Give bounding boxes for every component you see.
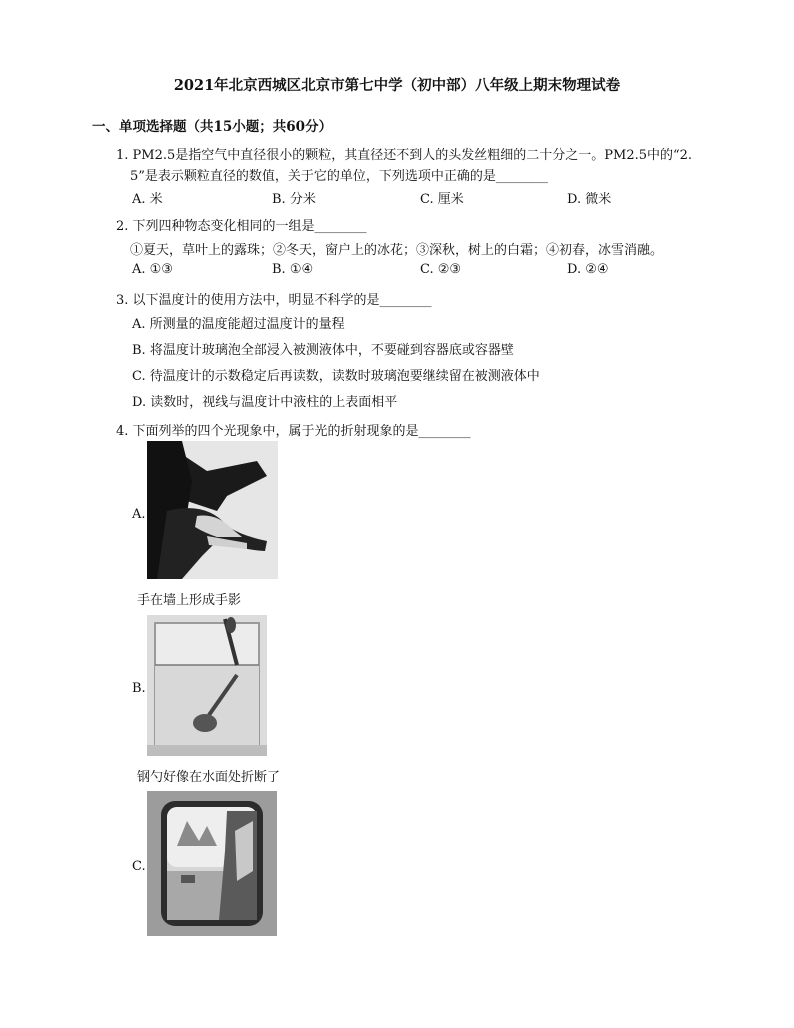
question-1-option-c: C. 厘米 xyxy=(420,192,464,207)
question-4-option-b-caption: 钢勺好像在水面处折断了 xyxy=(137,770,281,785)
question-2-statements: ①夏天，草叶上的露珠；②冬天，窗户上的冰花；③深秋，树上的白霜；④初春，冰雪消融。 xyxy=(130,243,664,258)
question-3-option-d: D. 读数时，视线与温度计中液柱的上表面相平 xyxy=(132,395,398,410)
question-2-option-c: C. ②③ xyxy=(420,262,462,277)
question-4-option-b-label: B. xyxy=(132,681,146,696)
question-4-option-a-label: A. xyxy=(132,507,146,522)
question-1-stem-line1: 1. PM2.5是指空气中直径很小的颗粒，其直径还不到人的头发丝粗细的二十分之一。PM2.5中的“2. xyxy=(116,148,693,163)
question-4-option-a-caption: 手在墙上形成手影 xyxy=(137,593,242,608)
question-2-option-d: D. ②④ xyxy=(567,262,609,277)
question-2-option-b: B. ①④ xyxy=(272,262,314,277)
spoon-in-water-photo xyxy=(147,615,267,756)
page-title: 2021年北京西城区北京市第七中学（初中部）八年级上期末物理试卷 xyxy=(173,77,621,94)
question-1-option-d: D. 微米 xyxy=(567,192,612,207)
question-4-stem: 4. 下面列举的四个光现象中，属于光的折射现象的是________ xyxy=(116,424,471,439)
question-4-option-c-label: C. xyxy=(132,859,146,874)
question-2-stem: 2. 下列四种物态变化相同的一组是________ xyxy=(116,219,367,234)
question-3-option-c: C. 待温度计的示数稳定后再读数，读数时玻璃泡要继续留在被测液体中 xyxy=(132,369,540,384)
question-1-stem-line2: 5”是表示颗粒直径的数值，关于它的单位，下列选项中正确的是________ xyxy=(130,169,548,184)
question-3-option-a: A. 所测量的温度能超过温度计的量程 xyxy=(132,317,345,332)
hand-shadow-photo xyxy=(147,441,278,579)
section-heading: 一、单项选择题（共15小题；共60分） xyxy=(92,119,333,135)
question-3-stem: 3. 以下温度计的使用方法中，明显不科学的是________ xyxy=(116,293,432,308)
question-3-option-b: B. 将温度计玻璃泡全部浸入被测液体中，不要碰到容器底或容器壁 xyxy=(132,343,514,358)
car-mirror-photo xyxy=(147,791,277,936)
question-1-option-a: A. 米 xyxy=(132,192,163,207)
question-1-option-b: B. 分米 xyxy=(272,192,316,207)
question-2-option-a: A. ①③ xyxy=(132,262,173,277)
